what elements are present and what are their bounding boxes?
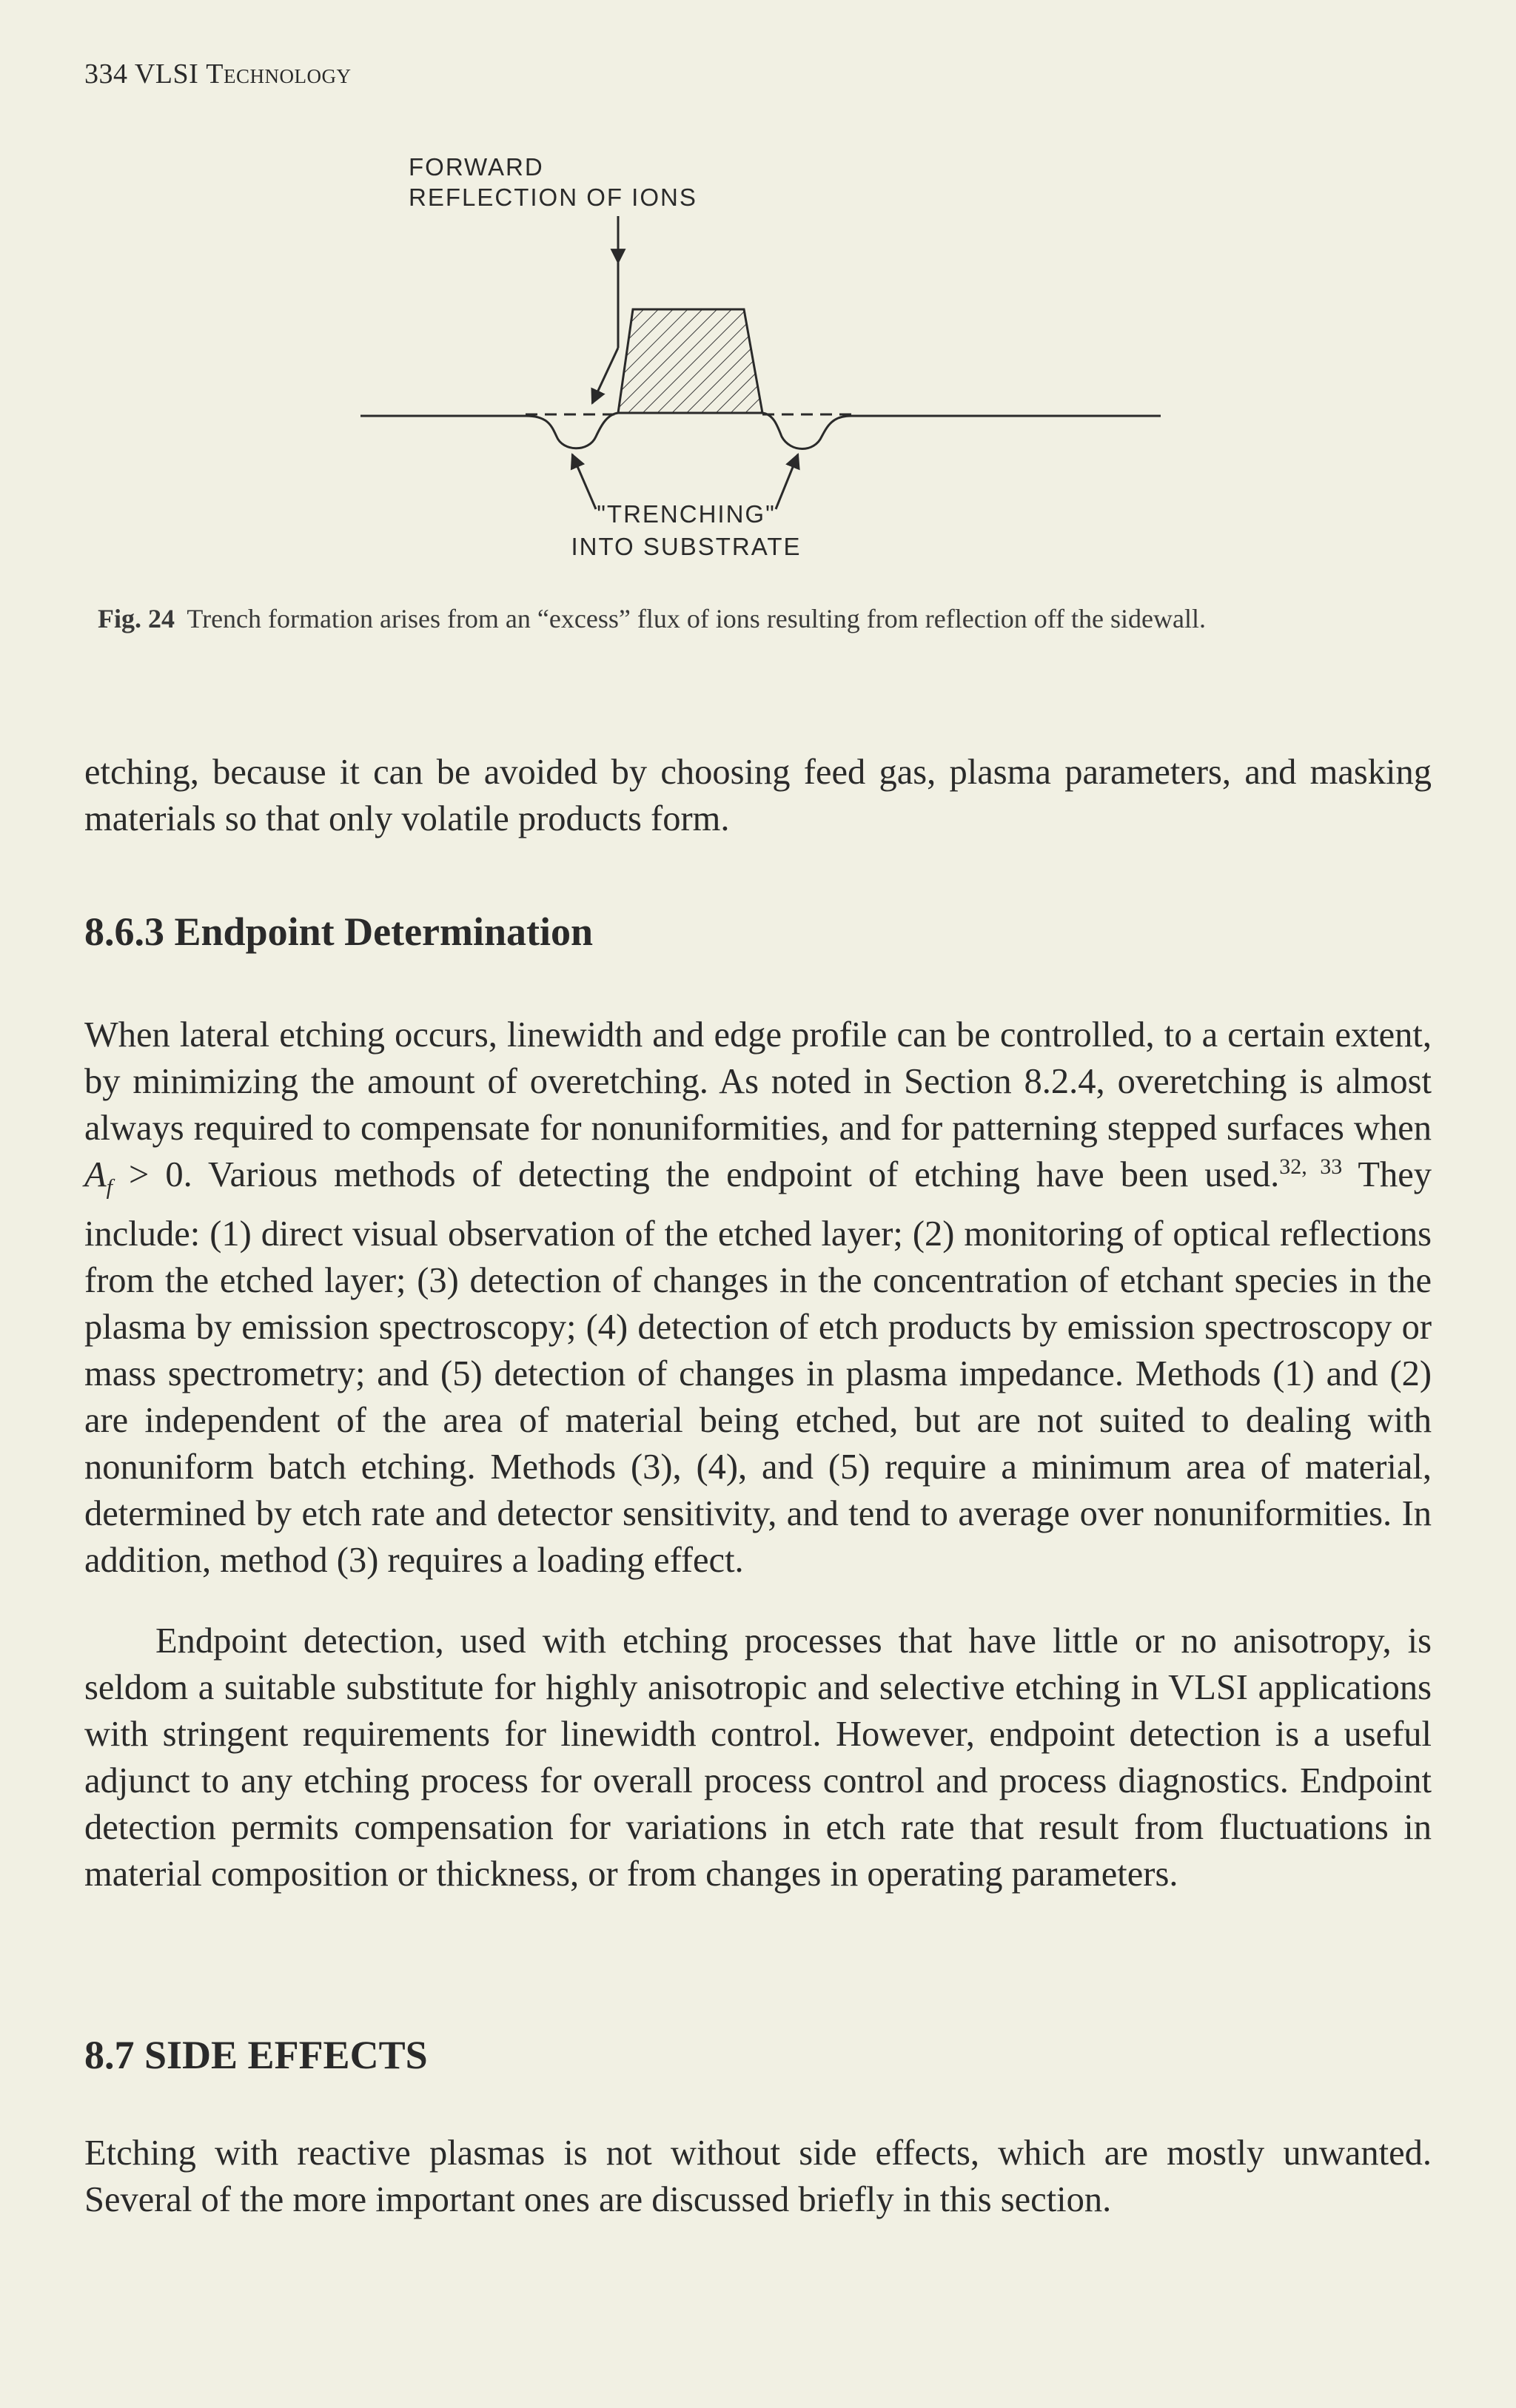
paragraph-text-part3: They include: (1) direct visual observation of the etched layer; (2) monitoring of optical reflections from the etched layer; (3) detection of changes in the concentration of etchant species in the plasma by emission spectroscopy; (4) detection of etch products by emission spectroscopy or mass spectrometry; and (5) detection of changes in plasma impedance. Methods (1) and (2) are independent of the area of material being etched, but are not suited to dealing with nonuniform batch etching. Methods (3), (4), and (5) require a minimum area of material, determined by etch rate and detector sensitivity, and tend to average over nonuniformities. In addition, method (3) requires a loading effect. xyxy=(84,1155,1432,1580)
trench-right-pointer-arrow xyxy=(776,454,798,509)
trench-left-pointer-arrow xyxy=(572,454,596,509)
paragraph-text-part2: > 0. Various methods of detecting the endpoint of etching have been used. xyxy=(112,1155,1280,1194)
page-number: 334 xyxy=(84,58,128,90)
reflected-ion-arrow xyxy=(592,348,618,403)
paragraph-endpoint-methods xyxy=(84,1012,1432,1584)
math-subscript: f xyxy=(106,1174,113,1200)
paragraph-endpoint-detection: Endpoint detection, used with etching processes that have little or no anisotropy, is seldom a suitable substitute for highly anisotropic and selective etching in VLSI applications with stringent requirements for linewidth control. However, endpoint detection is a useful adjunct to any etching process for overall process control and process diagnostics. Endpoint detection permits compensation for variations in etch rate that result from fluctuations in material composition or thickness, or from changes in operating parameters. xyxy=(84,1621,1432,1894)
figure-label-bottom-line2: INTO SUBSTRATE xyxy=(571,533,802,560)
figure-caption-text: Trench formation arises from an “excess” flux of ions resulting from reflection off the sidewall. xyxy=(187,604,1206,633)
section-heading-8-6-3: 8.6.3 Endpoint Determination xyxy=(84,909,594,954)
book-title-rest: Technology xyxy=(206,58,352,90)
book-title-lead: VLSI xyxy=(134,58,199,90)
intro-paragraph: etching, because it can be avoided by choosing feed gas, plasma parameters, and masking materials so that only volatile products form. xyxy=(84,753,1432,838)
figure-label-top-line2: REFLECTION OF IONS xyxy=(409,184,697,211)
substrate-surface-right xyxy=(762,413,1161,449)
figure-caption xyxy=(98,603,1430,634)
section-heading-8-7: 8.7 SIDE EFFECTS xyxy=(84,2033,428,2077)
math-symbol: A xyxy=(84,1155,107,1194)
running-head xyxy=(84,58,351,90)
paragraph-side-effects: Etching with reactive plasmas is not without side effects, which are mostly unwanted. Several of the more important ones are discussed briefly in this section. xyxy=(84,2133,1432,2219)
figure-label-top-line1: FORWARD xyxy=(409,153,544,181)
trench-diagram xyxy=(341,144,1184,574)
masked-feature xyxy=(618,309,762,413)
figure-caption-label: Fig. 24 xyxy=(98,604,175,633)
paragraph-text-part1: When lateral etching occurs, linewidth and edge profile can be controlled, to a certain extent, by minimizing the amount of overetching. As noted in Section 8.2.4, overetching is almost always required to compensate for nonuniformities, and for patterning stepped surfaces when xyxy=(84,1015,1432,1148)
figure-label-bottom-line1: "TRENCHING" xyxy=(597,500,776,528)
substrate-surface-left xyxy=(360,413,618,448)
reference-superscript: 32, 33 xyxy=(1279,1154,1343,1179)
math-area-factor xyxy=(84,1155,113,1200)
